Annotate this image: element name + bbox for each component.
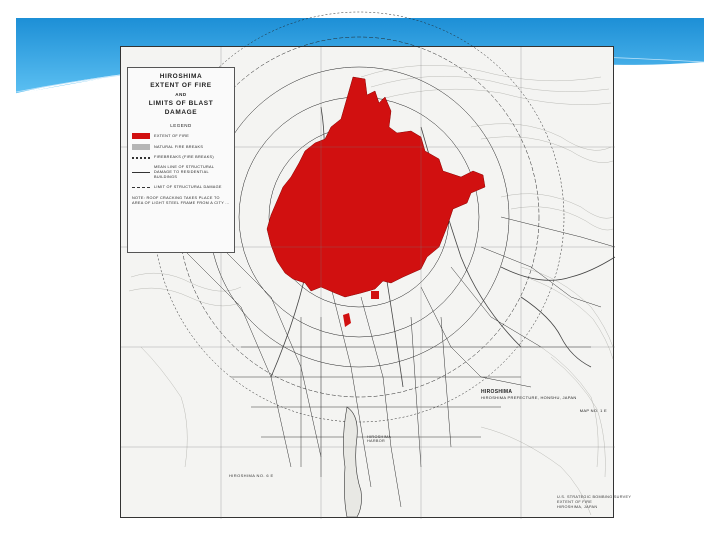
firebreak-swatch bbox=[132, 144, 150, 150]
legend-item-label: MEAN LINE OF STRUCTURAL DAMAGE TO RESIDENTIAL BUILDINGS bbox=[154, 165, 215, 179]
hiroshima-map bbox=[120, 46, 632, 518]
legend-item bbox=[132, 133, 230, 139]
legend-item bbox=[132, 165, 230, 180]
legend-heading: LEGEND bbox=[170, 123, 192, 128]
extent-of-fire-area bbox=[267, 77, 485, 297]
legend-title-line-4: LIMITS OF BLAST DAMAGE bbox=[148, 100, 214, 116]
map-sheet-label: HIROSHIMA NO. 6 E bbox=[229, 473, 274, 478]
legend-title-line-1: HIROSHIMA bbox=[159, 73, 203, 80]
legend-item-label: EXTENT OF FIRE bbox=[154, 133, 190, 138]
map-corner-note: U.S. STRATEGIC BOMBING SURVEY EXTENT OF FIRE HIROSHIMA, JAPAN bbox=[557, 495, 632, 509]
harbor-island bbox=[343, 407, 361, 517]
title-block-map-id: MAP NO. 1 E bbox=[579, 408, 607, 413]
fire-swatch bbox=[132, 133, 150, 139]
legend-item bbox=[132, 185, 230, 190]
legend-item bbox=[132, 155, 230, 160]
legend-item bbox=[132, 144, 230, 150]
legend-title-line-2: EXTENT OF FIRE bbox=[150, 82, 212, 89]
firebreak-line-swatch bbox=[132, 157, 150, 159]
damage-limit-line-swatch bbox=[132, 187, 150, 188]
legend-item-label: LIMIT OF STRUCTURAL DAMAGE bbox=[154, 185, 222, 189]
harbor-label: HIROSHIMA HARBOR bbox=[367, 435, 392, 443]
extent-of-fire-area-spot bbox=[371, 291, 379, 299]
legend-item-label: FIREBREAKS (FIRE BREAKS) bbox=[154, 155, 214, 159]
extent-of-fire-area-south bbox=[343, 313, 351, 327]
legend-note: NOTE: ROOF CRACKING TAKES PLACE TO AREA OF LIGHT STEEL FRAME FROM A CITY ... bbox=[132, 196, 230, 205]
legend-item-label: NATURAL FIRE BREAKS bbox=[154, 144, 204, 149]
map-title-block bbox=[481, 389, 607, 413]
structural-damage-line-swatch bbox=[132, 172, 150, 173]
map-legend bbox=[127, 67, 235, 253]
legend-title-line-3: AND bbox=[175, 92, 187, 97]
title-block-subtitle: HIROSHIMA PREFECTURE, HONSHU, JAPAN bbox=[481, 395, 577, 400]
title-block-name: HIROSHIMA bbox=[481, 389, 513, 395]
